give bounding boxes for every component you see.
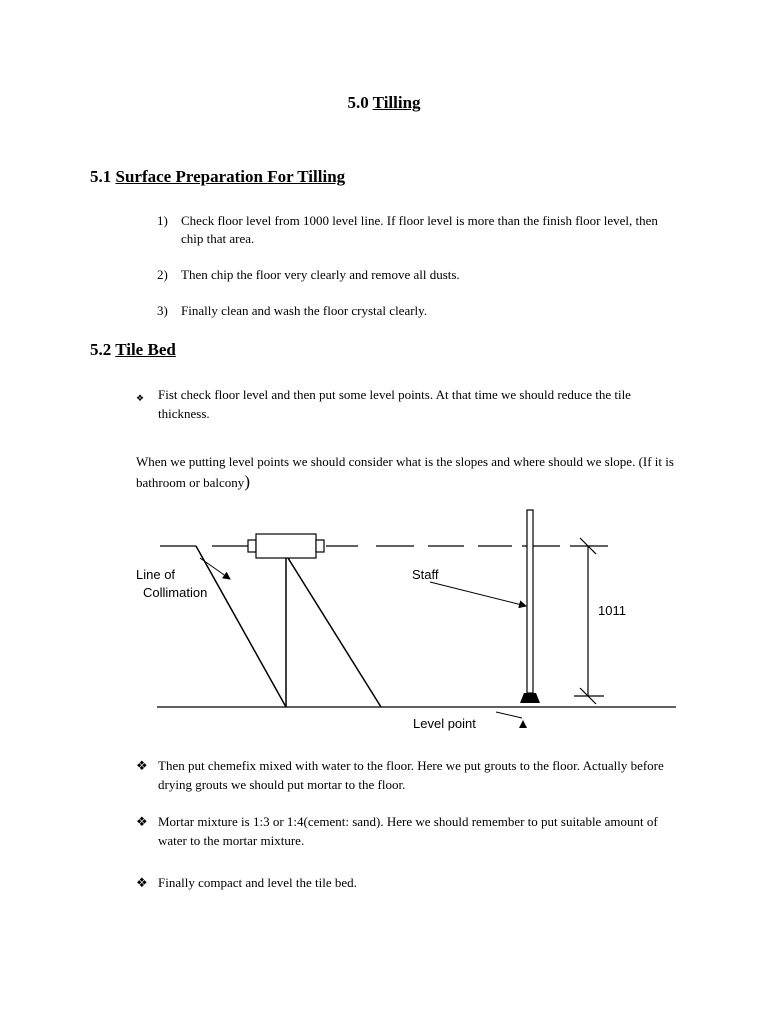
section-number: 5.2 xyxy=(90,340,112,359)
list-item-text: Then chip the floor very clearly and remove all dusts. xyxy=(181,267,460,282)
bullet-item xyxy=(136,812,676,850)
bullet-marker: ❖ xyxy=(136,875,148,890)
level-point-marker xyxy=(519,720,527,728)
label-line-of: Line of xyxy=(136,567,176,582)
label-level-point: Level point xyxy=(413,716,476,731)
level-instrument xyxy=(248,534,324,558)
bullet-marker: ❖ xyxy=(136,758,148,773)
collimation-pointer xyxy=(200,558,230,579)
main-heading-number: 5.0 xyxy=(347,93,369,112)
section-heading-5-1 xyxy=(90,167,345,187)
list-item-number: 1) xyxy=(157,213,168,228)
bullet-item xyxy=(136,756,676,794)
main-heading xyxy=(0,93,768,113)
section-heading-5-2 xyxy=(90,340,176,360)
bullet-item xyxy=(136,385,676,423)
paragraph xyxy=(136,452,696,493)
bullet-text: Then put chemefix mixed with water to the floor. Here we put grouts to the floor. Actually before drying grouts we should put mortar to the floor. xyxy=(158,758,664,792)
tripod xyxy=(196,546,381,707)
paragraph-text: When we putting level points we should consider what is the slopes and where should we slope. (If it is bathroom or balcony xyxy=(136,454,674,490)
bullet-item xyxy=(136,873,676,892)
list-item-text: Finally clean and wash the floor crystal clearly. xyxy=(181,303,428,318)
bullet-text: Finally compact and level the tile bed. xyxy=(158,875,357,890)
bullet-text: Mortar mixture is 1:3 or 1:4(cement: sand). Here we should remember to put suitable amount of water to the mortar mixture. xyxy=(158,814,658,848)
list-item xyxy=(157,212,677,248)
main-heading-title: Tilling xyxy=(372,93,421,112)
section-title: Surface Preparation For Tilling xyxy=(115,167,346,186)
bullet-text: Fist check floor level and then put some level points. At that time we should reduce the tile thickness. xyxy=(158,387,631,421)
bullet-marker: ❖ xyxy=(136,393,145,403)
staff xyxy=(520,510,540,703)
section-number: 5.1 xyxy=(90,167,112,186)
list-item-text: Check floor level from 1000 level line. If floor level is more than the finish floor level, then chip that area. xyxy=(181,213,658,246)
list-item-number: 3) xyxy=(157,303,168,318)
level-point-pointer xyxy=(496,712,522,718)
label-staff: Staff xyxy=(412,567,439,582)
list-item-number: 2) xyxy=(157,267,168,282)
dimension-line xyxy=(574,538,604,704)
bullet-marker: ❖ xyxy=(136,814,148,829)
label-collimation: Collimation xyxy=(143,585,208,600)
list-item xyxy=(157,266,677,284)
list-item xyxy=(157,302,677,320)
level-diagram xyxy=(0,500,768,740)
paragraph-close: ) xyxy=(244,472,250,491)
staff-pointer xyxy=(430,582,526,606)
section-title: Tile Bed xyxy=(115,340,176,359)
label-dimension: 1011 xyxy=(598,603,626,618)
